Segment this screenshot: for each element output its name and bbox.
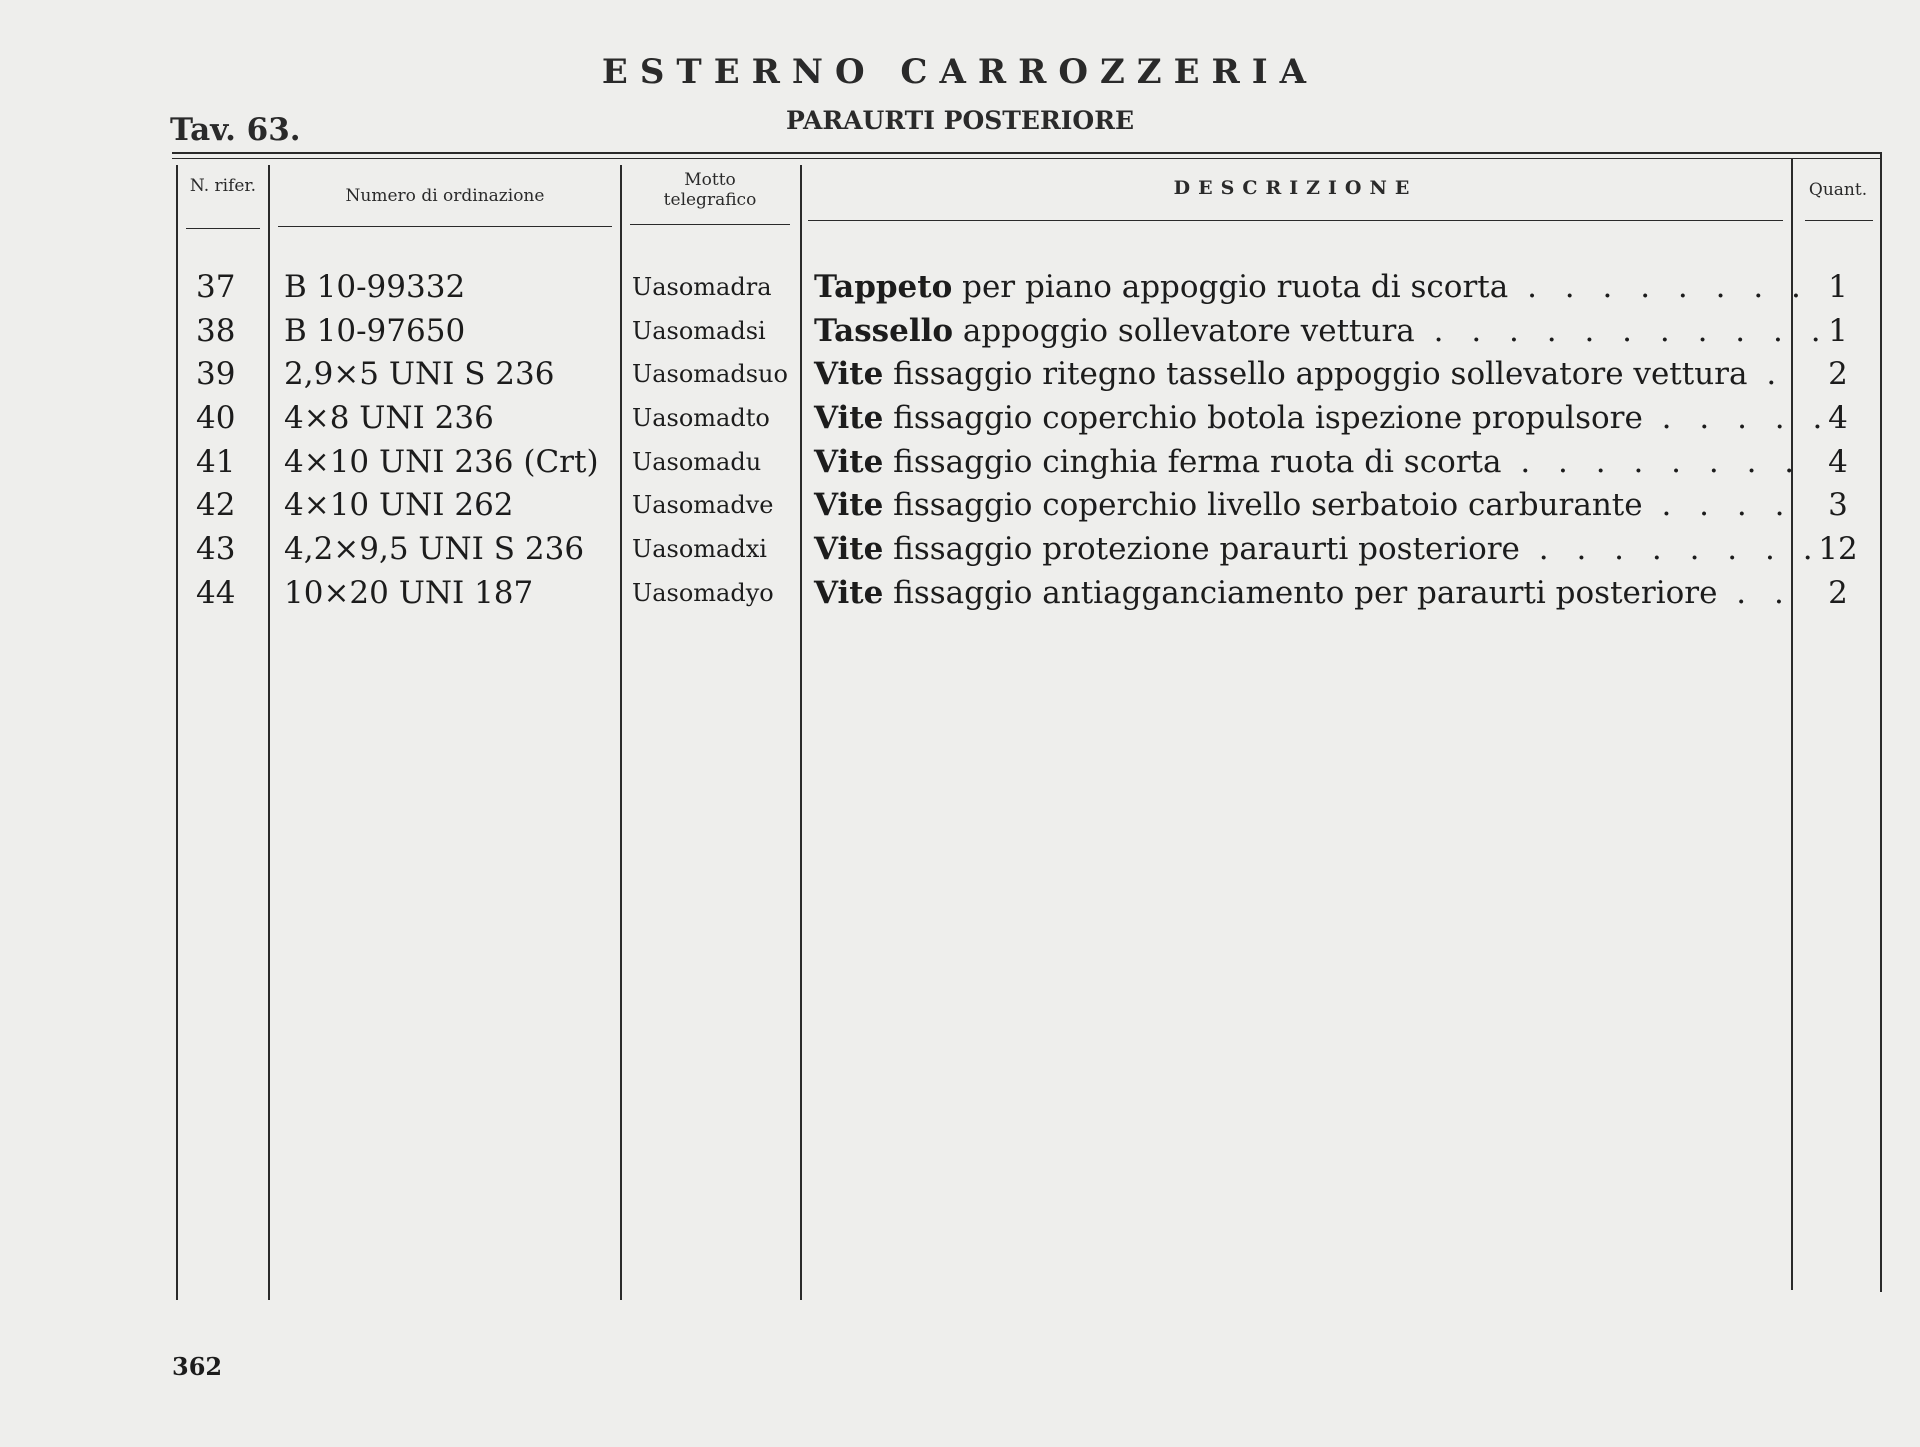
row-order-number: B 10-97650 (284, 312, 466, 349)
row-desc-bold: Vite (814, 400, 884, 437)
table-row (0, 310, 1920, 354)
header-underline-order (278, 226, 612, 227)
row-desc-dots: . (1747, 356, 1786, 393)
header-order-number: Numero di ordinazione (345, 186, 545, 206)
header-underline-telegraphic (630, 224, 790, 225)
table-row (0, 266, 1920, 310)
row-telegraphic: Uasomadto (632, 404, 770, 433)
row-desc-bold: Vite (814, 487, 884, 524)
row-ref: 43 (196, 531, 236, 568)
row-desc-dots: . . . . . . . . (1501, 443, 1804, 480)
row-order-number: 2,9×5 UNI S 236 (284, 356, 555, 393)
row-ref: 40 (196, 400, 236, 437)
row-desc-dots: . . . . . . . . (1519, 531, 1822, 568)
row-desc-bold: Vite (814, 356, 884, 393)
row-desc-rest: fissaggio ritegno tassello appoggio sollevatore vettura (883, 356, 1748, 393)
header-description: DESCRIZIONE (1173, 177, 1418, 199)
top-rule (172, 152, 1882, 154)
row-ref: 38 (196, 312, 236, 349)
table-row (0, 397, 1920, 441)
row-description (814, 484, 1794, 528)
row-quantity: 4 (1828, 400, 1848, 437)
table-row (0, 441, 1920, 485)
row-desc-dots: . . (1717, 574, 1793, 611)
row-desc-bold: Vite (814, 443, 884, 480)
row-ref: 42 (196, 487, 236, 524)
row-desc-bold: Tappeto (814, 269, 953, 305)
row-order-number: 4×8 UNI 236 (284, 400, 494, 437)
row-desc-rest: appoggio sollevatore vettura (953, 312, 1415, 349)
row-desc-dots: . . . . . . . . (1508, 269, 1810, 305)
row-desc-dots: . . . . . (1642, 400, 1832, 437)
table-row (0, 484, 1920, 528)
row-desc-dots: . . . . . . . . . . . (1414, 312, 1830, 349)
row-quantity: 3 (1828, 487, 1848, 524)
row-order-number: B 10-99332 (284, 269, 466, 305)
header-underline-desc (808, 220, 1783, 221)
row-description (814, 528, 1822, 572)
row-desc-rest: per piano appoggio ruota di scorta (952, 269, 1509, 305)
row-order-number: 4×10 UNI 236 (Crt) (284, 443, 599, 480)
row-desc-bold: Tassello (814, 312, 954, 349)
row-desc-bold: Vite (814, 531, 884, 568)
header-underline-qty (1805, 220, 1873, 221)
row-desc-rest: fissaggio protezione paraurti posteriore (883, 531, 1520, 568)
row-order-number: 4×10 UNI 262 (284, 487, 514, 524)
row-desc-bold: Vite (814, 574, 884, 611)
row-telegraphic: Uasomadxi (632, 535, 767, 564)
row-description (814, 353, 1786, 397)
row-desc-rest: fissaggio coperchio botola ispezione propulsore (883, 400, 1643, 437)
row-quantity: 1 (1828, 269, 1848, 305)
top-rule-2 (172, 158, 1882, 159)
row-ref: 44 (196, 574, 236, 611)
header-quantity: Quant. (1808, 180, 1868, 200)
row-description (814, 441, 1804, 485)
row-desc-rest: fissaggio cinghia ferma ruota di scorta (883, 443, 1502, 480)
row-order-number: 4,2×9,5 UNI S 236 (284, 531, 585, 568)
header-underline-ref (186, 228, 260, 229)
row-ref: 37 (196, 269, 236, 305)
row-desc-rest: fissaggio coperchio livello serbatoio carburante (883, 487, 1643, 524)
row-ref: 39 (196, 356, 236, 393)
table-row (0, 528, 1920, 572)
row-telegraphic: Uasomadsi (632, 316, 766, 345)
row-telegraphic: Uasomadra (632, 273, 772, 301)
table-row (0, 572, 1920, 616)
parts-table (0, 266, 1920, 616)
row-quantity: 1 (1828, 312, 1848, 349)
row-quantity: 4 (1828, 443, 1848, 480)
section-subtitle: PARAURTI POSTERIORE (785, 106, 1135, 135)
row-description (814, 397, 1832, 441)
row-quantity: 2 (1828, 574, 1848, 611)
header-ref: N. rifer. (189, 176, 257, 196)
row-description (814, 572, 1793, 616)
row-order-number: 10×20 UNI 187 (284, 574, 534, 611)
row-desc-dots: . . . . (1642, 487, 1794, 524)
section-title: ESTERNO CARROZZERIA (601, 52, 1319, 92)
row-telegraphic: Uasomadu (632, 447, 762, 476)
row-description (814, 266, 1810, 310)
table-row (0, 353, 1920, 397)
row-telegraphic: Uasomadsuo (632, 360, 788, 389)
row-desc-rest: fissaggio antiagganciamento per paraurti posteriore (883, 574, 1718, 611)
page-number: 362 (172, 1352, 223, 1381)
row-quantity: 12 (1818, 531, 1858, 568)
row-description (814, 310, 1830, 354)
header-telegraphic: Motto telegrafico (663, 170, 757, 210)
row-telegraphic: Uasomadve (632, 491, 774, 520)
table-id: Tav. 63. (170, 112, 301, 148)
row-ref: 41 (196, 443, 236, 480)
row-telegraphic: Uasomadyo (632, 578, 774, 607)
row-quantity: 2 (1828, 356, 1848, 393)
